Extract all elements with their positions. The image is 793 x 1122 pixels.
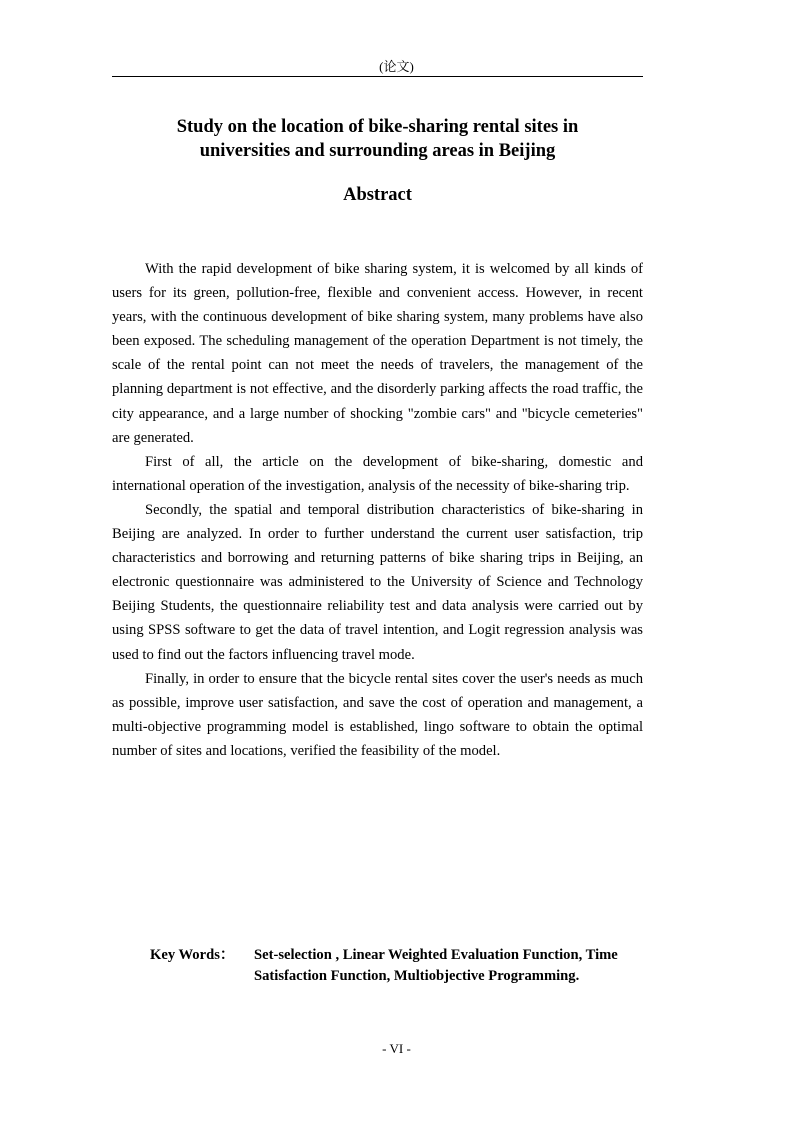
title-line-1: Study on the location of bike-sharing rental sites in (176, 117, 579, 137)
keywords-text: Set-selection , Linear Weighted Evaluation Function, Time Satisfaction Function, Multiobjective Programming. (254, 947, 618, 984)
running-header: (论文) (379, 59, 414, 74)
abstract-heading: Abstract (343, 185, 412, 205)
page-number: - VI - (382, 1041, 411, 1056)
abstract-paragraph-2: First of all, the article on the development of bike-sharing, domestic and international operation of the investigation, analysis of the necessity of bike-sharing trip. (112, 453, 643, 494)
abstract-paragraph-3: Secondly, the spatial and temporal distribution characteristics of bike-sharing in Beijing are analyzed. In order to further understand the current user satisfaction, trip characteristics and borrowing and returning patterns of bike sharing trips in Beijing, an electronic questionnaire was administered to the University of Science and Technology Beijing Students, the questionnaire reliability test and data analysis were carried out by using SPSS software to get the data of travel intention, and Logit regression analysis was used to find out the factors influencing travel mode. (112, 501, 643, 663)
header-divider (112, 76, 643, 77)
title-line-2: universities and surrounding areas in Beijing (199, 141, 556, 161)
paper-title (112, 115, 643, 163)
abstract-body (112, 257, 643, 763)
abstract-paragraph-1: With the rapid development of bike sharing system, it is welcomed by all kinds of users for its green, pollution-free, flexible and convenient access. However, in recent years, with the continuous development of bike sharing system, many problems have also been exposed. The scheduling management of the operation Department is not timely, the scale of the rental point can not meet the needs of travelers, the management of the planning department is not effective, and the disorderly parking affects the road traffic, the city appearance, and a large number of shocking "zombie cars" and "bicycle cemeteries" are generated. (112, 261, 643, 446)
abstract-paragraph-4: Finally, in order to ensure that the bicycle rental sites cover the user's needs as much as possible, improve user satisfaction, and save the cost of operation and management, a multi-objective programming model is established, lingo software to obtain the optimal number of sites and locations, verified the feasibility of the model. (112, 670, 643, 759)
keywords-label: Key Words： (150, 947, 235, 963)
